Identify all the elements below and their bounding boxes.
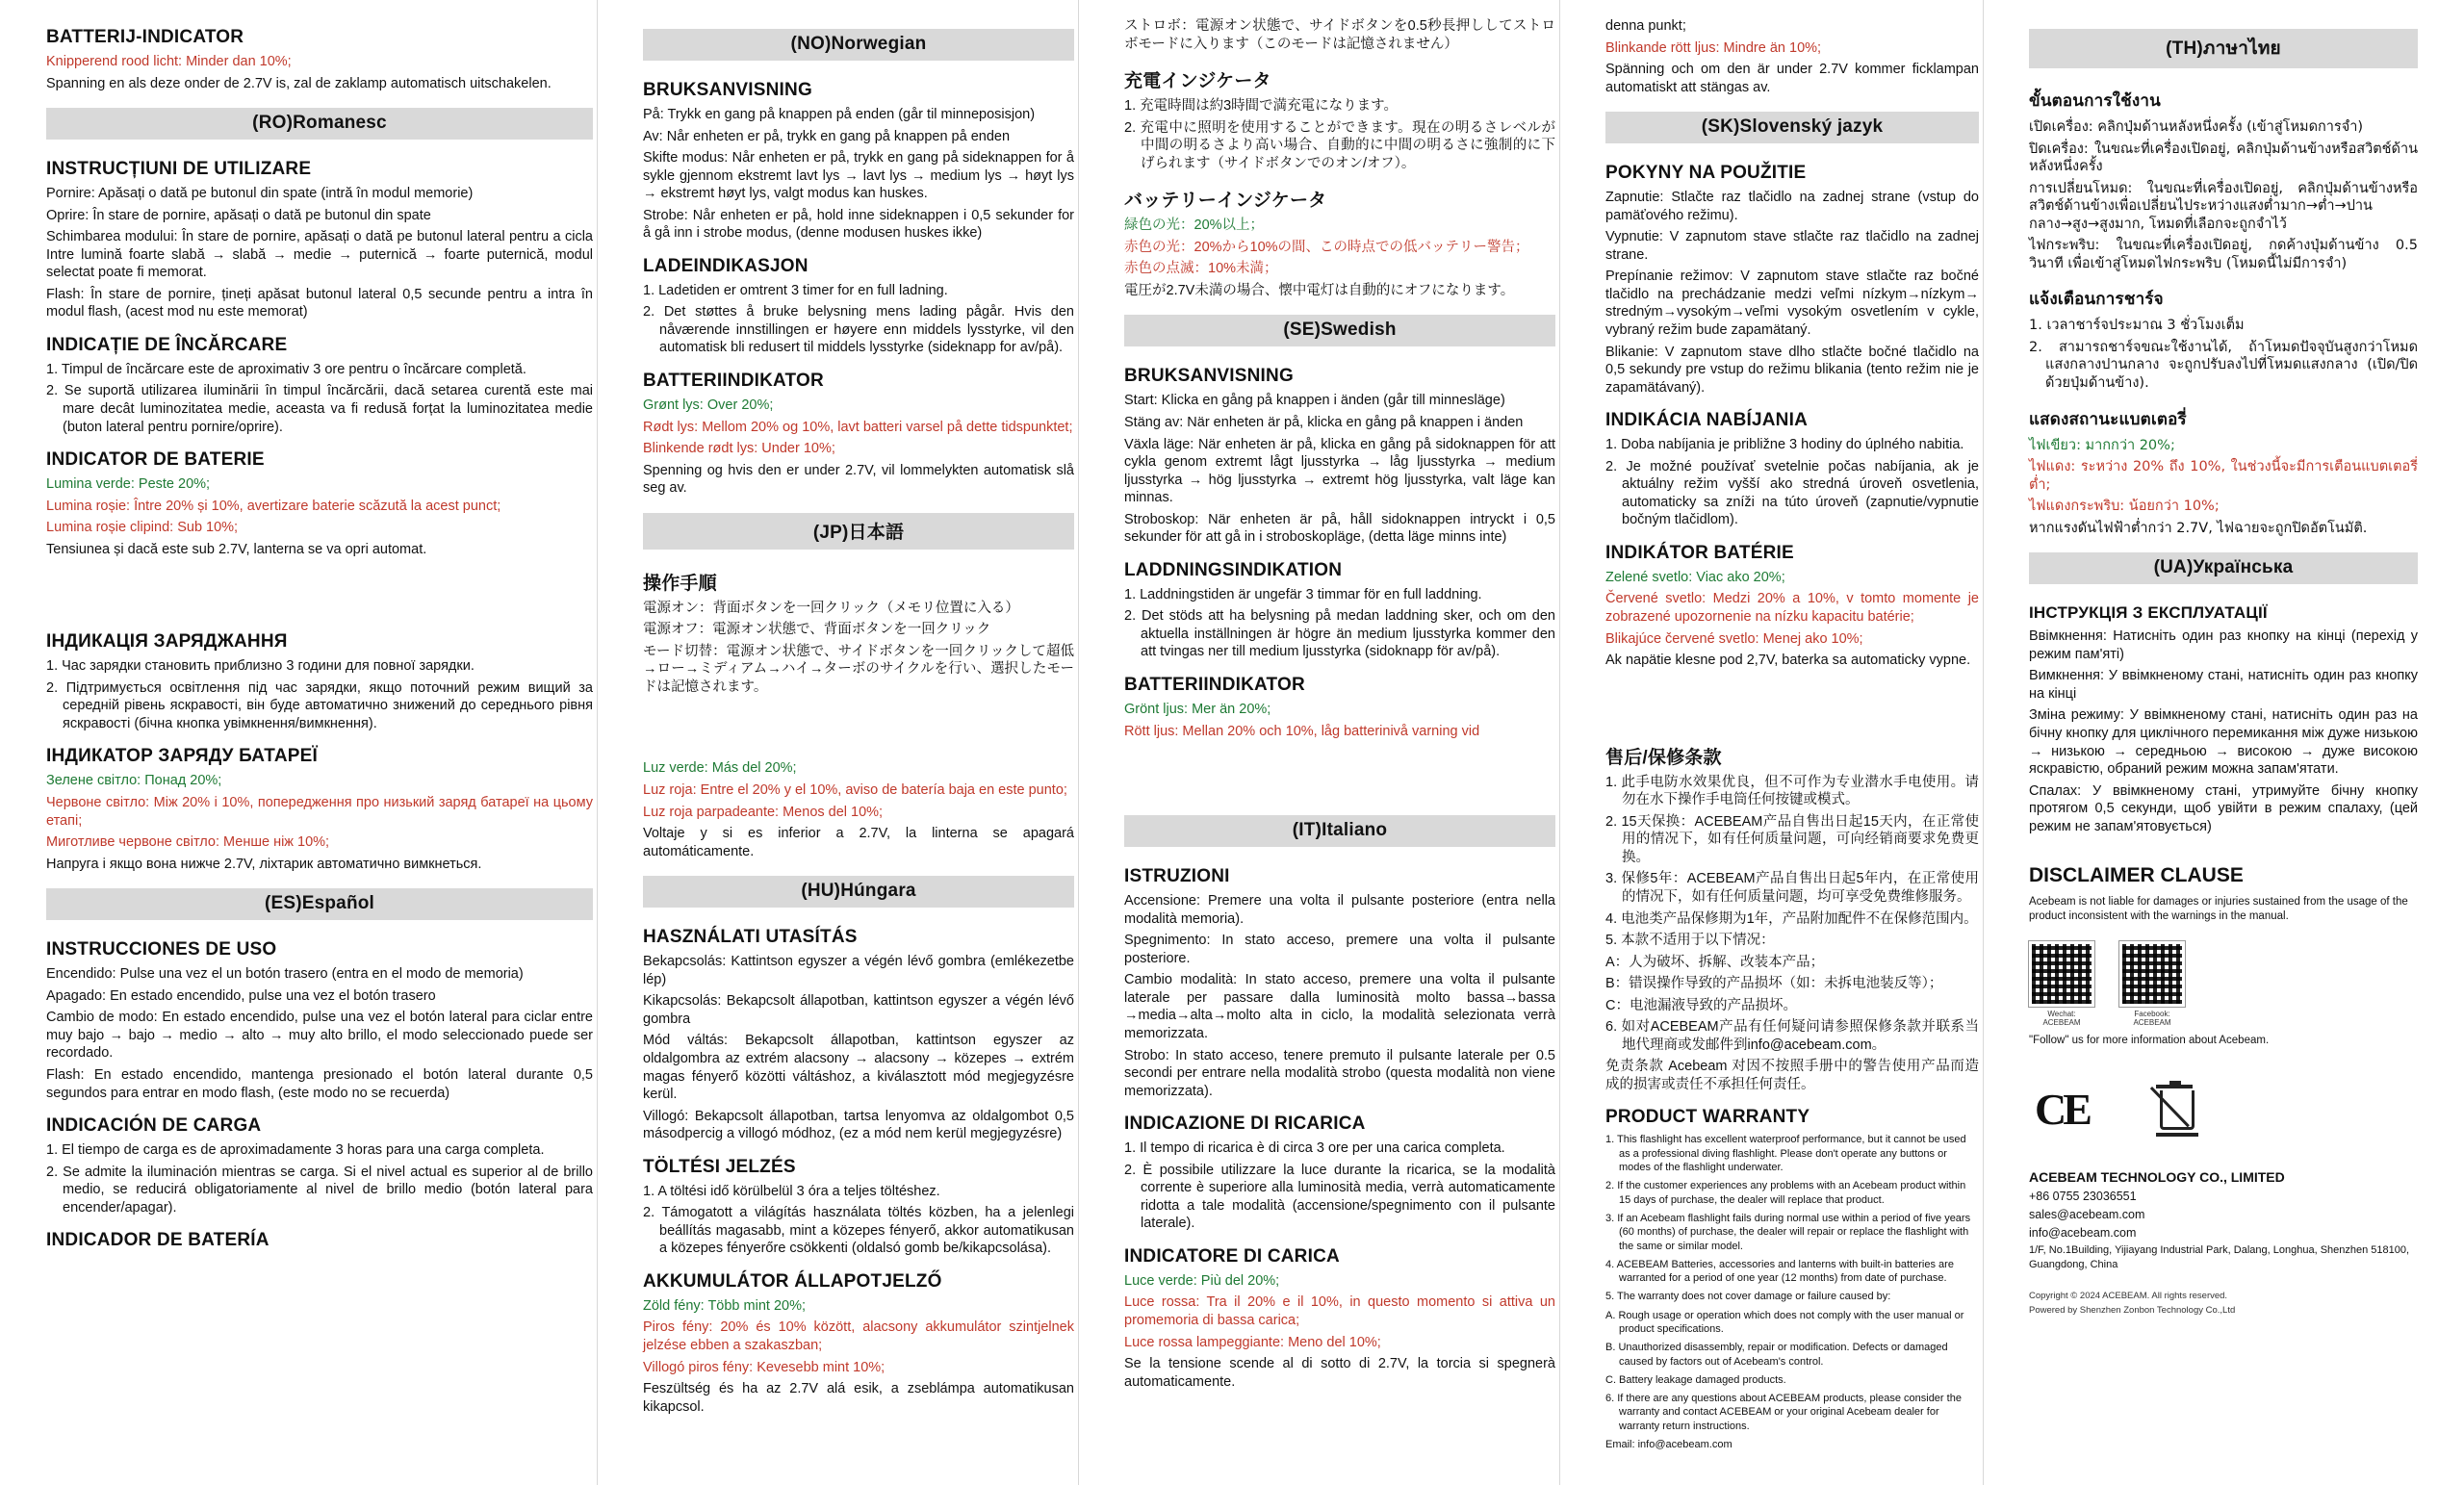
paragraph: 2. Támogatott a világítás használata töltés közben, ha a jelenlegi beállítás magasabb, mint a közepes fényerő, akkor automatikusan a közepes fényerőre csökkenti (oldalsó gomb be/kikapcsolása). (643, 1205, 1074, 1257)
paragraph: B：错误操作导致的产品损坏（如：未拆电池装反等）； (1605, 976, 1943, 992)
paragraph: การเปลี่ยนโหมด: ในขณะที่เครื่องเปิดอยู่, คลิกปุ่มด้านข้างหรือสวิตช์ด้านข้างเพื่อเปลี่ยนไประหว่างแสงต่ำมาก→ต่ำ→ปานกลาง→สูง→สูงมาก, โหมดที่เลือกจะถูกจำไว้ (2029, 180, 2418, 232)
wechat-qr-code (2029, 941, 2094, 1007)
wechat-qr-caption: Wechat: ACEBEAM (2042, 1010, 2081, 1028)
paragraph: Bekapcsolás: Kattintson egyszer a végén lévő gombra (emlékezetbe lép) (643, 954, 1074, 987)
section-title: INSTRUCCIONES DE USO (46, 939, 277, 960)
paragraph: 4. 电池类产品保修期为1年，产品附加配件不在保修范围内。 (1605, 910, 1978, 927)
paragraph: denna punkt; (1605, 18, 1686, 34)
section-title: POKYNY NA POUŽITIE (1605, 163, 1807, 184)
paragraph: Спалах: У ввімкненому стані, утримуйте бічну кнопку протягом 0,5 секунди, щоб увійти в режим спалаху, (цей режим не запам'ятовується) (2029, 782, 2418, 834)
column-2 (618, 17, 1099, 1468)
paragraph: 1. 充電時間は約3時間で満充電になります。 (1124, 98, 1399, 115)
section-title: INDICAZIONE DI RICARICA (1124, 1114, 1366, 1135)
section-title: ІНДИКАЦІЯ ЗАРЯДЖАННЯ (46, 631, 288, 653)
section-title: 售后/保修条款 (1605, 747, 1722, 768)
warranty-item: 2. If the customer experiences any problems with an Acebeam product within 15 days of purchase, the dealer will replace that product. (1605, 1180, 1966, 1206)
section-title: BATTERIINDIKATOR (643, 371, 824, 392)
paragraph: 2. Det støttes å bruke belysning mens lading pågår. Hvis den nåværende innstillingen er høyere enn middels lysstyrke, vil den automatisk bli redusert til middels lysstyrke (sideknapp for av/på). (643, 304, 1074, 356)
section-title: PRODUCT WARRANTY (1605, 1107, 1810, 1128)
paragraph: 1. Il tempo di ricarica è di circa 3 ore per una carica completa. (1124, 1140, 1505, 1157)
paragraph: Piros fény: 20% és 10% között, alacsony akkumulátor szintjelnek jelzése ebben a szakaszban; (643, 1319, 1074, 1353)
column-3 (1099, 17, 1580, 1468)
paragraph: Cambio modalità: In stato acceso, premere una volta il pulsante laterale per passare dalla luminosità molto bassa→bassa →media→alta→molto alta in ciclo, la modalità selezionata verrà memorizzata. (1124, 972, 1555, 1041)
warranty-item: A. Rough usage or operation which does not comply with the user manual or product specifications. (1605, 1309, 1964, 1335)
paragraph: 2. Det stöds att ha belysning på medan laddning sker, och om den aktuella inställningen är högre än medium ljusstyrka kommer den att tvingas ner till medium ljusstyrka (sidoknapp för av/på). (1124, 608, 1555, 660)
paragraph: Напруга і якщо вона нижче 2.7V, ліхтарик автоматично вимкнеться. (46, 856, 482, 872)
company-email-info: info@acebeam.com (2029, 1225, 2137, 1240)
th-usage-lines (2029, 118, 2418, 276)
paragraph: Spanning en als deze onder de 2.7V is, zal de zaklamp automatisch uitschakelen. (46, 75, 552, 91)
th-battery-title: แสดงสถานะแบตเตอรี่ (2029, 409, 2187, 428)
paragraph: Blinkende rødt lys: Under 10%; (643, 441, 835, 457)
paragraph: Zapnutie: Stlačte raz tlačidlo na zadnej strane (vstup do pamäťového režimu). (1605, 190, 1979, 223)
paragraph: 1. Timpul de încărcare este de aproximativ 3 ore pentru o încărcare completă. (46, 361, 526, 377)
qr-row (2029, 941, 2418, 1027)
paragraph: 2. 15天保换：ACEBEAM产品自售出日起15天内，在正常使用的情况下，如有任何质量问题，可向经销商要求免费更换。 (1605, 813, 1979, 865)
section-title: BRUKSANVISNING (1124, 366, 1294, 387)
paragraph: Cambio de modo: En estado encendido, pulse una vez el botón lateral para ciclar entre muy bajo → bajo → medio → alto → muy alto brillo, el modo seleccionado puede ser recordado. (46, 1010, 593, 1062)
paragraph: Rött ljus: Mellan 20% och 10%, låg batterinivå varning vid (1124, 723, 1480, 739)
spacer (643, 700, 1074, 759)
paragraph: Blikanie: V zapnutom stave dlho stlačte bočné tlačidlo na 0,5 sekundy pre vstup do režimu blikania (tento režim nie je zapamätávaný). (1605, 344, 1979, 396)
paragraph: Vypnutie: V zapnutom stave stlačte raz tlačidlo na zadnej strane. (1605, 229, 1979, 263)
lang-header-ua: (UA)Українська (2029, 552, 2418, 584)
paragraph: ストロボ：電源オン状態で、サイドボタンを0.5秒長押ししてストロボモードに入ります（このモードは記憶されません） (1124, 18, 1555, 52)
paragraph: Вимкнення: У ввімкненому стані, натисніть один раз кнопку на кінці (2029, 668, 2418, 702)
section-title: INDICACIÓN DE CARGA (46, 1115, 262, 1137)
paragraph: Spegnimento: In stato acceso, premere una volta il pulsante posteriore. (1124, 933, 1555, 966)
paragraph: Knipperend rood licht: Minder dan 10%; (46, 54, 292, 69)
paragraph: På: Trykk en gang på knappen på enden (går til minneposisjon) (643, 107, 1036, 122)
language-header: (NO)Norwegian (643, 29, 1074, 61)
ua-usage-title: ІНСТРУКЦІЯ З ЕКСПЛУАТАЦІЇ (2029, 603, 2268, 623)
paragraph: Ввімкнення: Натисніть один раз кнопку на кінці (перехід у режим пам'яті) (2029, 628, 2418, 662)
paragraph: 1. El tiempo de carga es de aproximadamente 3 horas para una carga completa. (46, 1142, 545, 1159)
paragraph: 6. 如对ACEBEAM产品有任何疑问请参照保修条款并联系当地代理商或发邮件到info@acebeam.com。 (1605, 1019, 1979, 1053)
spacer (1605, 674, 1979, 733)
section-title: INDIKÁCIA NABÍJANIA (1605, 410, 1808, 431)
paragraph: 1. Ladetiden er omtrent 3 timer for en full ladning. (643, 282, 948, 298)
paragraph: Миготливе червоне світло: Менше ніж 10%; (46, 834, 330, 851)
facebook-qr-caption: Facebook: ACEBEAM (2133, 1010, 2171, 1028)
paragraph: Accensione: Premere una volta il pulsante posteriore (entra nella modalità memoria). (1124, 893, 1555, 927)
section-title: HASZNÁLATI UTASÍTÁS (643, 927, 858, 948)
paragraph: Oprire: În stare de pornire, apăsați o dată pe butonul din spate (46, 207, 431, 223)
weee-bin-icon (2156, 1081, 2200, 1137)
paragraph: 1. เวลาชาร์จประมาณ 3 ชั่วโมงเต็ม (2029, 318, 2245, 334)
disclaimer-body: Acebeam is not liable for damages or injuries sustained from the usage of the product inconsistent with the warnings in the manual. (2029, 896, 2408, 923)
paragraph: Spänning och om den är under 2.7V kommer ficklampan automatiskt att stängas av. (1605, 62, 1979, 95)
company-address: 1/F, No.1Building, Yijiayang Industrial Park, Dalang, Longhua, Shenzhen 518100, Guangdong, China (2029, 1244, 2410, 1271)
paragraph: 1. 此手电防水效果优良，但不可作为专业潜水手电使用。请勿在水下操作手电筒任何按键或模式。 (1605, 774, 1979, 808)
paragraph: Encendido: Pulse una vez el un botón trasero (entra en el modo de memoria) (46, 966, 524, 983)
paragraph: Tensiunea și dacă este sub 2.7V, lanterna se va opri automat. (46, 541, 427, 557)
th-charge-lines (2029, 317, 2418, 396)
paragraph: Prepínanie režimov: V zapnutom stave stlačte raz bočné tlačidlo na prechádzanie medzi veľmi nízkym→nízkym→ stredným→vysokým→veľmi vysokým osvetlením v cykle, vybraný režim bude zapamätaný. (1605, 269, 1979, 339)
paragraph: Червоне світло: Між 20% і 10%, попередження про низький заряд батареї на цьому етапі; (46, 795, 593, 829)
paragraph: Feszültség és ha az 2.7V alá esik, a zseblámpa automatikusan kikapcsol. (643, 1381, 1074, 1415)
section-title: LADDNINGSINDIKATION (1124, 559, 1343, 580)
paragraph: 電圧が2.7V未満の場合、懐中電灯は自動的にオフになります。 (1124, 282, 1515, 298)
column-5-disclaimer (2004, 17, 2443, 1468)
ua-usage-lines (2029, 627, 2418, 839)
paragraph: Ak napätie klesne pod 2,7V, baterka sa automaticky vypne. (1605, 653, 1971, 669)
column-1 (21, 17, 618, 1468)
paragraph: Rødt lys: Mellom 20% og 10%, lavt batteri varsel på dette tidspunktet; (643, 419, 1073, 435)
th-battery-green: ไฟเขียว: มากกว่า 20%; (2029, 437, 2175, 453)
paragraph: Apagado: En estado encendido, pulse una vez el botón trasero (46, 987, 436, 1004)
paragraph: Grönt ljus: Mer än 20%; (1124, 702, 1271, 718)
paragraph: 5. 本款不适用于以下情况： (1605, 933, 1775, 949)
paragraph: Pornire: Apăsați o dată pe butonul din spate (intră în modul memorie) (46, 186, 474, 202)
paragraph: Kikapcsolás: Bekapcsolt állapotban, kattintson egyszer a végén lévő gombra (643, 993, 1074, 1027)
warranty-item: 4. ACEBEAM Batteries, accessories and lanterns with built-in batteries are warranted for a period of one year (12 months) from date of purchase. (1605, 1258, 1954, 1285)
spacer (1124, 744, 1555, 804)
section-title: INDICATOR DE BATERIE (46, 449, 265, 471)
paragraph: Červené svetlo: Medzi 20% a 10%, v tomto momente je zobrazené upozornenie na nízku kapacitu batérie; (1605, 591, 1979, 626)
paragraph: 緑色の光：20%以上； (1124, 218, 1265, 234)
paragraph: 赤色の点滅：10%未満； (1124, 261, 1278, 277)
company-name: ACEBEAM TECHNOLOGY CO., LIMITED (2029, 1169, 2285, 1186)
paragraph: 2. Se suportă utilizarea iluminării în timpul încărcării, dacă setarea curentă este mai mare decât luminozitatea medie, aceasta va fi redusă forțat la luminozitatea medie (buton lateral pentru pornire/oprire). (46, 383, 593, 435)
paragraph: Zelené svetlo: Viac ako 20%; (1605, 569, 1785, 585)
paragraph: Villogó: Bekapcsolt állapotban, tartsa lenyomva az oldalgombot 0,5 másodpercig a villogó módhoz, (ez a mód nem kerül megjegyzésre) (643, 1108, 1074, 1142)
paragraph: 電源オフ：電源オン状態で、背面ボタンを一回クリック (643, 622, 991, 638)
section-title: BATTERIJ-INDICATOR (46, 27, 244, 47)
language-header: (HU)Húngara (643, 876, 1074, 908)
section-title: INDICATORE DI CARICA (1124, 1245, 1340, 1267)
paragraph: Luz roja: Entre el 20% y el 10%, aviso de batería baja en este punto; (643, 782, 1067, 799)
paragraph: 免责条款 Acebeam 对因不按照手册中的警告使用产品而造成的损害或责任不承担任何责任。 (1605, 1059, 1979, 1092)
section-title: ІНДИКАТОР ЗАРЯДУ БАТАРЕЇ (46, 746, 318, 767)
section-title: AKKUMULÁTOR ÁLLAPOTJELZŐ (643, 1270, 942, 1292)
paragraph: Spenning og hvis den er under 2.7V, vil lommelykten automatisk slå seg av. (643, 462, 1074, 497)
paragraph: Start: Klicka en gång på knappen i änden (går till minnesläge) (1124, 393, 1505, 409)
lang-header-th: (TH)ภาษาไทย (2029, 29, 2418, 68)
language-header: (ES)Español (46, 888, 593, 920)
paragraph: 2. สามารถชาร์จขณะใช้งานได้, ถ้าโหมดปัจจุบันสูงกว่าโหมดแสงกลางปานกลาง จะถูกปรับลงไปที่โหมดแสงกลาง (เปิด/ปิดด้วยปุ่มด้านข้าง). (2029, 339, 2418, 392)
column-4 (1580, 17, 2004, 1468)
paragraph: ไฟกระพริบ: ในขณะที่เครื่องเปิดอยู่, กดค้างปุ่มด้านข้าง 0.5 วินาที เพื่อเข้าสู่โหมดไฟกระพริบ (โหมดนี้ไม่มีการจำ) (2029, 238, 2418, 271)
language-header: (SK)Slovenský jazyk (1605, 112, 1979, 143)
paragraph: Flash: În stare de pornire, țineți apăsat butonul lateral 0,5 secunde pentru a intra în modul flash, (acest mod nu este memorat) (46, 286, 593, 320)
warranty-item: 5. The warranty does not cover damage or failure caused by: (1605, 1291, 1891, 1303)
paragraph: Blinkande rött ljus: Mindre än 10%; (1605, 39, 1822, 56)
section-title: LADEINDIKASJON (643, 255, 808, 276)
paragraph: Luz roja parpadeante: Menos del 10%; (643, 804, 884, 820)
paragraph: C：电池漏液导致的产品损坏。 (1605, 997, 1797, 1013)
paragraph: Zöld fény: Több mint 20%; (643, 1297, 806, 1314)
spacer (46, 562, 593, 622)
th-usage-title: ขั้นตอนการใช้งาน (2029, 91, 2161, 110)
certification-marks (2035, 1081, 2418, 1137)
warranty-item: C. Battery leakage damaged products. (1605, 1373, 1786, 1386)
paragraph: ปิดเครื่อง: ในขณะที่เครื่องเปิดอยู่, คลิกปุ่มด้านข้างหรือสวิตช์ด้านหลังหนึ่งครั้ง (2029, 141, 2418, 175)
paragraph: 1. Doba nabíjania je približne 3 hodiny do úplného nabitia. (1605, 437, 1964, 453)
section-title: 充電インジケータ (1124, 71, 1271, 92)
section-title: BRUKSANVISNING (643, 80, 812, 100)
paragraph: モード切替：電源オン状態で、サイドボタンを一回クリックして超低→ロー→ミディアム→ハイ→ターボのサイクルを行い、選択したモードは記憶されます。 (643, 643, 1074, 695)
paragraph: Lumina verde: Peste 20%; (46, 476, 211, 493)
paragraph: Luz verde: Más del 20%; (643, 760, 797, 777)
paragraph: 2. Підтримується освітлення під час зарядки, якщо поточний режим вищий за середній рівень яскравості, він буде автоматично знижений до середнього рівня яскравості (бічна кнопка увімкнення/вимкнення). (46, 679, 593, 731)
company-phone: +86 0755 23036551 (2029, 1190, 2137, 1204)
th-battery-red: ไฟแดง: ระหว่าง 20% ถึง 10%, ในช่วงนี้จะมีการเตือนแบตเตอรี่ต่ำ; (2029, 459, 2418, 493)
warranty-item: Email: info@acebeam.com (1605, 1439, 1732, 1451)
paragraph: 2. È possibile utilizzare la luce durante la ricarica, se la modalità corrente è superiore alla luminosità media, verrà automaticamente ridotta a tale modalità (accensione/spegnimento con il pulsante laterale). (1124, 1162, 1555, 1232)
paragraph: Stäng av: När enheten är på, klicka en gång på knappen i änden (1124, 415, 1524, 431)
paragraph: Flash: En estado encendido, mantenga presionado el botón lateral durante 0,5 segundos para entrar en modo flash, (este modo no se recuerda) (46, 1066, 593, 1101)
company-info (2029, 1167, 2418, 1272)
disclaimer-title: DISCLAIMER CLAUSE (2029, 864, 2244, 887)
paragraph: Grønt lys: Over 20%; (643, 397, 774, 414)
th-battery-note: หากแรงดันไฟฟ้าต่ำกว่า 2.7V, ไฟฉายจะถูกปิดอัตโนมัติ. (2029, 520, 2368, 536)
ce-mark-icon: CE (2035, 1084, 2089, 1134)
paragraph: Schimbarea modului: În stare de pornire, apăsați o dată pe butonul lateral pentru a cicla Intre lumină foarte slabă → slabă → medie → puternică → foarte puternică, modul selectat poate fi memorat. (46, 229, 593, 281)
paragraph: Voltaje y si es inferior a 2.7V, la linterna se apagará automáticamente. (643, 826, 1074, 859)
section-title: 操作手順 (643, 573, 717, 594)
paragraph: Skifte modus: Når enheten er på, trykk en gang på sideknappen for å sykle gjennom ekstremt lavt lys → lavt lys → medium lys → høyt lys → ekstremt høyt lys, valgt modus kan huskes. (643, 150, 1074, 202)
warranty-item: 1. This flashlight has excellent waterproof performance, but it cannot be used as a professional diving flashlight. Please don't operate any buttons or modes of the flashlight underwater. (1605, 1134, 1966, 1174)
th-battery-blink: ไฟแดงกระพริบ: น้อยกว่า 10%; (2029, 499, 2220, 515)
paragraph: 2. 充電中に照明を使用することができます。現在の明るさレベルが中間の明るさより高い場合、自動的に中間の明るさに強制的に下げられます（サイドボタンでのオン/オフ）。 (1124, 119, 1555, 171)
section-title: BATTERIINDIKATOR (1124, 675, 1305, 696)
paragraph: Av: Når enheten er på, trykk en gang på knappen på enden (643, 128, 1011, 144)
company-email-sales: sales@acebeam.com (2029, 1207, 2145, 1221)
copyright-line-2: Powered by Shenzhen Zonbon Technology Co.,Ltd (2029, 1305, 2236, 1317)
paragraph: 3. 保修5年：ACEBEAM产品自售出日起5年内，在正常使用的情况下，如有任何质量问题，均可享受免费维修服务。 (1605, 871, 1979, 905)
paragraph: เปิดเครื่อง: คลิกปุ่มด้านหลังหนึ่งครั้ง (เข้าสู่โหมดการจำ) (2029, 119, 2363, 135)
paragraph: 1. Час зарядки становить приблизно 3 години для повної зарядки. (46, 658, 475, 675)
section-title: INDICAȚIE DE ÎNCĂRCARE (46, 334, 288, 355)
section-title: INDICADOR DE BATERÍA (46, 1230, 270, 1251)
language-header: (SE)Swedish (1124, 315, 1555, 346)
section-title: バッテリーインジケータ (1124, 191, 1327, 212)
section-title: ISTRUZIONI (1124, 866, 1230, 887)
language-header: (IT)Italiano (1124, 815, 1555, 847)
paragraph: Blikajúce červené svetlo: Menej ako 10%; (1605, 630, 1863, 647)
th-charge-title: แจ้งเตือนการชาร์จ (2029, 290, 2164, 309)
paragraph: Villogó piros fény: Kevesebb mint 10%; (643, 1359, 886, 1375)
paragraph: Mód váltás: Bekapcsolt állapotban, kattintson egyszer az oldalgombra az extrém alacsony → alacsony → közepes → extrém magas fényerő közötti váltáshoz, a kiválasztott mód megjegyzésre kerül. (643, 1033, 1074, 1103)
warranty-item: 3. If an Acebeam flashlight fails during normal use within a period of five years (60 months) of purchase, the dealer will repair or replace the flashlight with the same or similar model. (1605, 1212, 1971, 1252)
warranty-item: 6. If there are any questions about ACEBEAM products, please consider the warranty and contact ACEBEAM or your original Acebeam dealer for warranty return instructions. (1605, 1393, 1962, 1432)
paragraph: Strobo: In stato acceso, tenere premuto il pulsante laterale per 0.5 secondi per entrare nella modalità strobo (questa modalità non viene memorizzata). (1124, 1047, 1555, 1099)
facebook-qr-code (2119, 941, 2185, 1007)
paragraph: 1. Laddningstiden är ungefär 3 timmar för en full laddning. (1124, 586, 1482, 602)
paragraph: Strobe: Når enheten er på, hold inne sideknappen i 0,5 sekunder for å gå inn i strobe modus, (denne modusen huskes ikke) (643, 207, 1074, 242)
section-title: INDIKÁTOR BATÉRIE (1605, 542, 1794, 563)
paragraph: 2. Se admite la iluminación mientras se carga. Si el nivel actual es superior al de brillo medio, se reducirá obligatoriamente al nivel de brillo medio (botón lateral para encender/apagar). (46, 1164, 593, 1216)
paragraph: 2. Je možné používať svetelnie počas nabíjania, ak je aktuálny režim vyšší ako stredná úroveň osvetlenia, automaticky sa zníži na túto úroveň (zapnutie/vypnutie bočným tlačidlom). (1605, 458, 1979, 528)
copyright-line-1: Copyright © 2024 ACEBEAM. All rights reserved. (2029, 1291, 2228, 1302)
paragraph: A：人为破坏、拆解、改装本产品； (1605, 954, 1825, 970)
paragraph: Se la tensione scende al di sotto di 2.7V, la torcia si spegnerà automaticamente. (1124, 1356, 1555, 1390)
paragraph: Luce verde: Più del 20%; (1124, 1272, 1280, 1289)
section-title: INSTRUCȚIUNI DE UTILIZARE (46, 159, 312, 180)
paragraph: Зміна режиму: У ввімкненому стані, натисніть один раз на бічну кнопку для циклічного перемикання між дуже низькою → низькою → середньою → високою → дуже високою яскравістю, обраний режим можна запам'ятати. (2029, 707, 2418, 778)
language-header: (RO)Romanesc (46, 108, 593, 140)
paragraph: 1. A töltési idő körülbelül 3 óra a teljes töltéshez. (643, 1183, 940, 1199)
warranty-item: B. Unauthorized disassembly, repair or modification. Defects or damaged caused by factors out of Acebeam's control. (1605, 1342, 1948, 1368)
language-header: (JP)日本語 (643, 513, 1074, 550)
paragraph: Luce rossa: Tra il 20% e il 10%, in questo momento si attiva un promemoria di bassa carica; (1124, 1294, 1555, 1328)
paragraph: Зелене світло: Понад 20%; (46, 773, 222, 789)
paragraph: Lumina roșie clipind: Sub 10%; (46, 520, 239, 536)
paragraph: 電源オン：背面ボタンを一回クリック（メモリ位置に入る） (643, 600, 1019, 616)
paragraph: Stroboskop: När enheten är på, håll sidoknappen intryckt i 0,5 sekunder för att gå in i stroboskopläge, (detta läge minns inte) (1124, 511, 1555, 546)
paragraph: 赤色の光：20%から10%の間、この時点での低バッテリー警告； (1124, 239, 1529, 255)
paragraph: Växla läge: När enheten är på, klicka en gång på sidoknappen för att cykla genom extremt lågt ljusstyrka → låg ljusstyrka → medium ljusstyrka → hög ljusstyrka → extremt hög ljusstyrka, valt läge kan minnas. (1124, 436, 1555, 506)
follow-text: "Follow" us for more information about Acebeam. (2029, 1035, 2270, 1047)
paragraph: Lumina roșie: Între 20% și 10%, avertizare baterie scăzută la acest punct; (46, 498, 501, 514)
paragraph: Luce rossa lampeggiante: Meno del 10%; (1124, 1334, 1381, 1350)
section-title: TÖLTÉSI JELZÉS (643, 1156, 796, 1177)
